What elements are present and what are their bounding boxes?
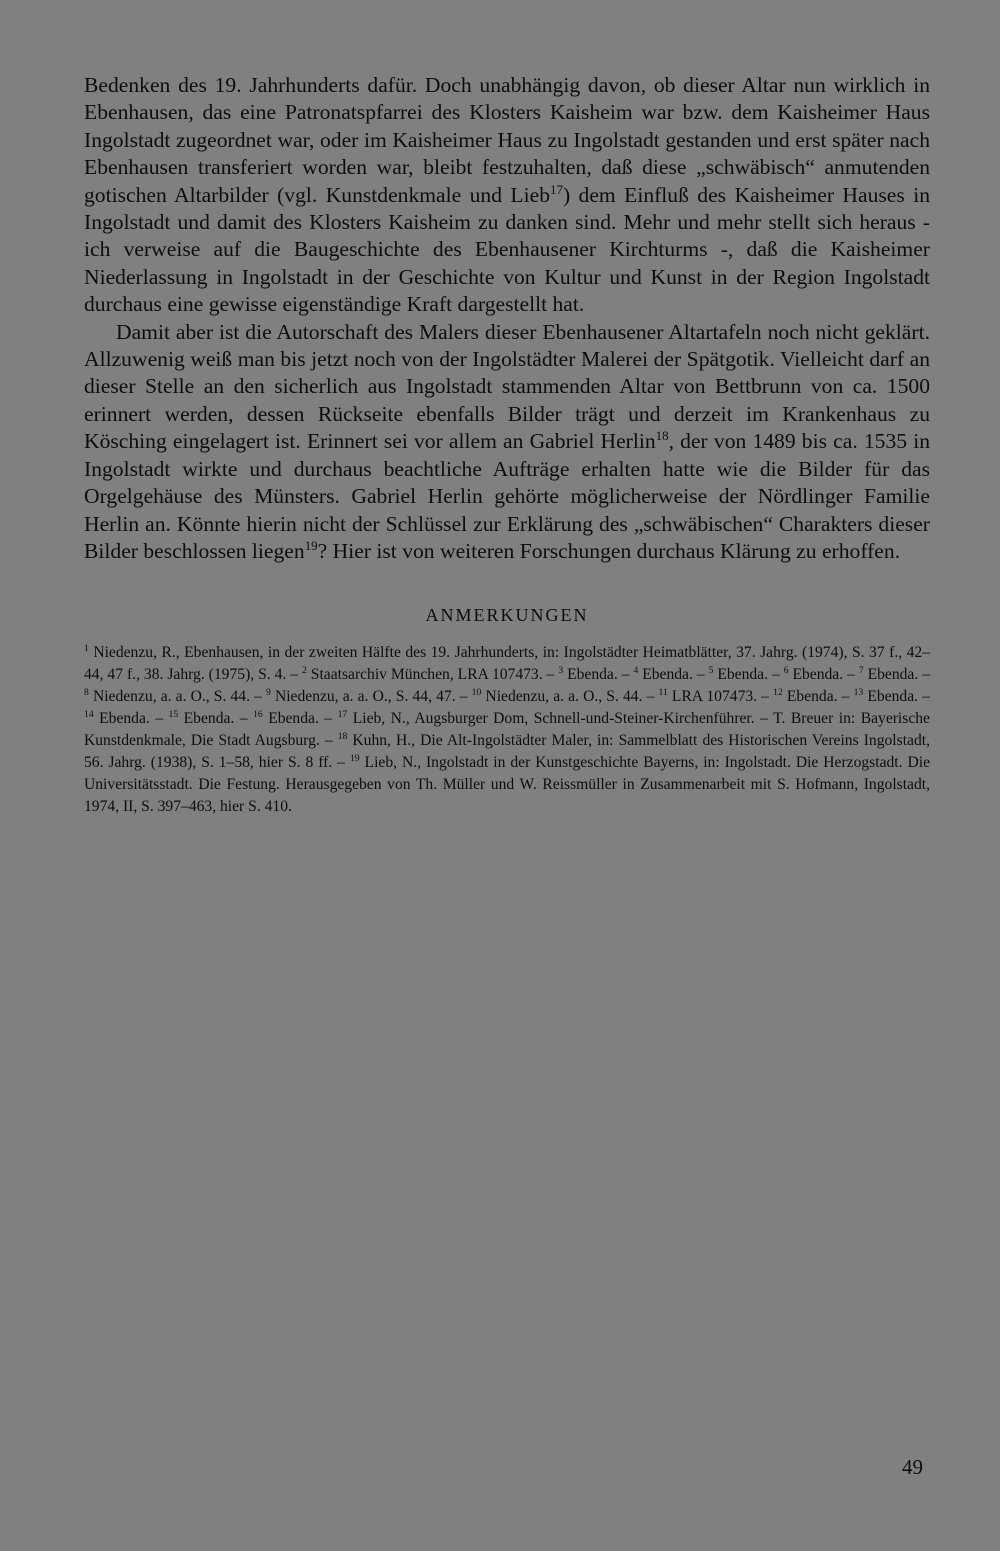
book-page <box>84 72 930 1532</box>
footnote-number: 7 <box>858 665 864 677</box>
footnote-text: Ebenda. – <box>93 710 169 728</box>
footnote-text: Ebenda. – <box>713 666 784 684</box>
footnote-text: Niedenzu, a. a. O., S. 44, 47. – <box>270 688 472 706</box>
footnote-number: 13 <box>853 687 864 699</box>
paragraph-2-text-c: ? Hier ist von weiteren Forschungen durchaus Klärung zu erhoffen. <box>317 538 901 563</box>
footnote-number: 8 <box>84 687 89 699</box>
footnote-text: Ebenda. – <box>262 710 338 728</box>
footnote-number: 3 <box>558 665 564 677</box>
footnote-text: Niedenzu, a. a. O., S. 44. – <box>481 688 659 706</box>
footnote-text: Ebenda. – <box>782 688 854 706</box>
footnotes-block <box>84 642 930 818</box>
footnote-text: Lieb, N., Augsburger Dom, Schnell-und-Steiner-Kirchenführer. – T. Breuer in: Bayerische Kunstdenkmale, Die Stadt Augsburg. – <box>84 710 930 750</box>
notes-heading: ANMERKUNGEN <box>425 605 589 626</box>
footnote-text: Staatsarchiv München, LRA 107473. – <box>306 666 559 684</box>
paragraph-2 <box>84 319 930 566</box>
footnote-number: 1 <box>84 643 89 655</box>
footnote-number: 17 <box>337 709 348 721</box>
footnote-number: 18 <box>337 731 348 743</box>
paragraph-2-text-a: Damit aber ist die Autorschaft des Malers dieser Ebenhausener Altartafeln noch nicht geklärt. Allzuwenig weiß man bis jetzt noch von der Ingolstädter Malerei der Spätgotik. Vielleicht darf an dieser Stelle an den sicherlich aus Ingolstadt stammenden Altar von Bettbrunn von ca. 1500 erinnert werden, dessen Rückseite ebenfalls Bilder trägt und derzeit im Krankenhaus zu Kösching eingelagert ist. Erinnert sei vor allem an Gabriel Herlin <box>84 319 930 454</box>
footnote-text: Ebenda. – <box>638 666 709 684</box>
footnote-text: Ebenda. – <box>563 666 634 684</box>
main-text <box>84 72 930 565</box>
footnote-number: 9 <box>266 687 271 699</box>
footnote-text: Ebenda. – <box>863 666 930 684</box>
footnote-number: 10 <box>471 687 482 699</box>
footnote-text: Ebenda. – <box>863 688 930 706</box>
footnote-text: Niedenzu, a. a. O., S. 44. – <box>88 688 267 706</box>
footnote-text: Ebenda. – <box>788 666 859 684</box>
footnotes <box>84 642 930 818</box>
paragraph-1-text-b: ) dem Einfluß des Kaisheimer Hauses in Ingolstadt und damit des Klosters Kaisheim zu danken sind. Mehr und mehr stellt sich heraus - ich verweise auf die Baugeschichte des Ebenhausener Kirchturms -, daß die Kaisheimer Niederlassung in Ingolstadt in der Geschichte von Kultur und Kunst in der Region Ingolstadt durchaus eine gewisse eigenständige Kraft dargestellt hat. <box>84 182 930 317</box>
footnote-number: 11 <box>658 687 668 699</box>
footnote-number: 19 <box>349 753 360 765</box>
footnote-number: 15 <box>168 709 179 721</box>
footnote-number: 6 <box>783 665 789 677</box>
paragraph-1 <box>84 72 930 319</box>
footnote-ref-17: 17 <box>550 181 563 197</box>
footnote-text: Kuhn, H., Die Alt-Ingolstädter Maler, in: Sammelblatt des Historischen Vereins Ingolstadt, 56. Jahrg. (1938), S. 1–58, hier S. 8 ff. – <box>84 732 930 772</box>
paragraph-1-text-a: Bedenken des 19. Jahrhunderts dafür. Doch unabhängig davon, ob dieser Altar nun wirklich in Ebenhausen, das eine Patronatspfarrei des Klosters Kaisheim war bzw. dem Kaisheimer Haus Ingolstadt zugeordnet war, oder im Kaisheimer Haus zu Ingolstadt gestanden und erst später nach Ebenhausen transferiert worden war, bleibt festzuhalten, daß diese „schwäbisch“ anmutenden gotischen Altarbilder (vgl. Kunstdenkmale und Lieb <box>84 73 930 207</box>
footnote-ref-19: 19 <box>304 537 318 553</box>
footnote-ref-18: 18 <box>655 428 669 444</box>
footnote-number: 14 <box>84 709 94 721</box>
footnote-text: Niedenzu, R., Ebenhausen, in der zweiten Hälfte des 19. Jahrhunderts, in: Ingolstädter Heimatblätter, 37. Jahrg. (1974), S. 37 f., 42–44, 47 f., 38. Jahrg. (1975), S. 4. – <box>84 644 930 684</box>
footnote-number: 16 <box>253 709 263 721</box>
footnote-number: 12 <box>773 687 783 699</box>
footnote-text: Ebenda. – <box>178 710 254 728</box>
footnote-number: 2 <box>302 665 307 677</box>
footnote-text: Lieb, N., Ingolstadt in der Kunstgeschichte Bayerns, in: Ingolstadt. Die Herzogstadt. Die Universitätsstadt. Die Festung. Herausgegeben von Th. Müller und W. Reissmüller in Zusammenarbeit mit S. Hofmann, Ingolstadt, 1974, II, S. 397–463, hier S. 410. <box>84 754 930 816</box>
page-number: 49 <box>902 1455 923 1479</box>
footnote-text: LRA 107473. – <box>667 688 774 706</box>
paragraph-2-text-b: , der von 1489 bis ca. 1535 in Ingolstadt wirkte und durchaus beachtliche Aufträge erhalten hatte wie die Bilder für das Orgelgehäuse des Münsters. Gabriel Herlin gehörte möglicherweise der Nördlinger Familie Herlin an. Könnte hierin nicht der Schlüssel zur Erklärung des „schwäbischen“ Charakters dieser Bilder beschlossen liegen <box>84 429 931 563</box>
footnote-number: 5 <box>708 665 714 677</box>
footnote-number: 4 <box>633 665 639 677</box>
